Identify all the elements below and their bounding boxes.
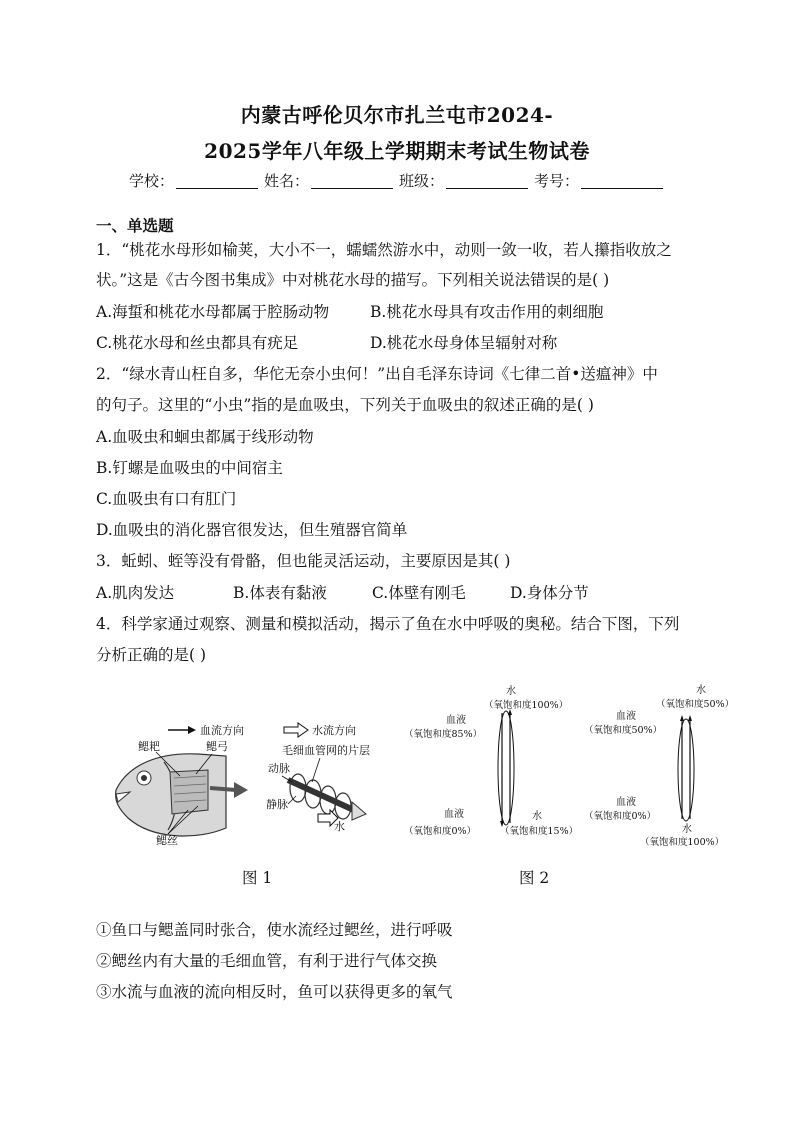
q4-statement-2: ②鳃丝内有大量的毛细血管，有利于进行气体交换 — [96, 952, 438, 970]
exam-number-label: 考号： — [534, 172, 580, 190]
left-water-bottom-sat: （氧饱和度15%） — [500, 826, 579, 837]
figure-1-caption: 图 1 — [242, 869, 273, 887]
left-blood-bottom-sat: （氧饱和度0%） — [404, 826, 477, 837]
q1-option-c: C.桃花水母和丝虫都具有疣足 — [96, 334, 299, 352]
q4-stem-line1: 4．科学家通过观察、测量和模拟活动，揭示了鱼在水中呼吸的奥秘。结合下图，下列 — [96, 615, 680, 633]
q1-option-d: D.桃花水母身体呈辐射对称 — [370, 334, 558, 352]
gill-filament-label: 鳃丝 — [156, 834, 178, 847]
right-blood-bottom-sat: （氧饱和度0%） — [584, 811, 657, 822]
countercurrent-panel — [404, 684, 578, 837]
q1-option-a: A.海蜇和桃花水母都属于腔肠动物 — [96, 303, 330, 321]
student-info-row — [125, 170, 665, 191]
vein-label: 静脉 — [266, 798, 288, 811]
water-flow-legend — [284, 723, 356, 737]
left-water-bottom-label: 水 — [532, 811, 542, 822]
gill-arch-label: 鳃弓 — [206, 740, 228, 753]
fish-head-illustration — [116, 754, 248, 836]
class-label: 班级： — [399, 172, 445, 190]
q3-option-b: B.体表有黏液 — [233, 584, 327, 602]
artery-label: 动脉 — [268, 762, 290, 775]
q2-option-c: C.血吸虫有口有肛门 — [96, 490, 237, 508]
exam-title-line1: 内蒙古呼伦贝尔市扎兰屯市2024- — [240, 103, 554, 127]
concurrent-panel — [584, 683, 734, 848]
q2-option-b: B.钉螺是血吸虫的中间宿主 — [96, 459, 283, 477]
figure-1-gill-diagram — [108, 710, 398, 860]
capillary-label: 毛细血管网的片层 — [282, 744, 370, 757]
name-blank[interactable] — [311, 174, 393, 189]
q4-stem-line2: 分析正确的是( ) — [96, 646, 207, 664]
q3-stem: 3．蚯蚓、蛭等没有骨骼，但也能灵活运动，主要原因是其( ) — [96, 552, 511, 570]
class-blank[interactable] — [446, 174, 528, 189]
right-blood-top-sat: （氧饱和度50%） — [584, 725, 663, 736]
right-water-bottom-label: 水 — [682, 824, 692, 835]
blood-flow-legend — [168, 723, 244, 737]
q4-statement-1: ①鱼口与鳃盖同时张合，使水流经过鳃丝，进行呼吸 — [96, 921, 453, 939]
q1-stem-line2: 状。”这是《古今图书集成》中对桃花水母的描写。下列相关说法错误的是( ) — [96, 271, 610, 289]
q2-stem-line2: 的句子。这里的“小虫”指的是血吸虫，下列关于血吸虫的叙述正确的是( ) — [96, 396, 594, 414]
left-blood-top-label: 血液 — [446, 715, 466, 726]
q3-option-d: D.身体分节 — [510, 584, 589, 602]
exam-number-blank[interactable] — [581, 174, 663, 189]
name-label: 姓名： — [264, 172, 310, 190]
q2-option-a: A.血吸虫和蛔虫都属于线形动物 — [96, 428, 314, 446]
q2-stem-line1: 2．“绿水青山枉自多，华佗无奈小虫何！”出自毛泽东诗词《七律二首•送瘟神》中 — [96, 365, 658, 383]
gill-filament-detail — [288, 774, 366, 826]
school-blank[interactable] — [176, 174, 258, 189]
right-water-top-sat: （氧饱和度50%） — [656, 699, 735, 710]
q2-option-d: D.血吸虫的消化器官很发达，但生殖器官简单 — [96, 521, 408, 539]
q4-statement-3: ③水流与血液的流向相反时，鱼可以获得更多的氧气 — [96, 983, 453, 1001]
right-blood-bottom-label: 血液 — [616, 797, 636, 808]
legend-blood-label: 血流方向 — [200, 724, 244, 737]
q3-option-c: C.体壁有刚毛 — [372, 584, 466, 602]
water-label: 水 — [334, 820, 345, 833]
left-water-top-sat: （氧饱和度100%） — [484, 700, 569, 711]
legend-water-label: 水流方向 — [312, 724, 356, 737]
school-label: 学校： — [129, 172, 175, 190]
figure-2-countercurrent-diagram — [404, 683, 774, 853]
section-heading: 一、单选题 — [96, 216, 174, 235]
right-water-top-label: 水 — [696, 685, 706, 696]
right-water-bottom-sat: （氧饱和度100%） — [640, 837, 725, 848]
exam-title-line2: 2025学年八年级上学期期末考试生物试卷 — [204, 139, 590, 163]
left-blood-top-sat: （氧饱和度85%） — [404, 729, 483, 740]
figure-2-caption: 图 2 — [519, 869, 550, 887]
q1-option-b: B.桃花水母具有攻击作用的刺细胞 — [370, 303, 604, 321]
right-blood-top-label: 血液 — [616, 711, 636, 722]
left-blood-bottom-label: 血液 — [444, 809, 464, 820]
q3-option-a: A.肌肉发达 — [96, 584, 175, 602]
gill-rake-label: 鳃耙 — [138, 740, 160, 753]
q1-stem-line1: 1．“桃花水母形如榆荚，大小不一，蠕蠕然游水中，动则一敛一收，若人攥指收放之 — [96, 241, 672, 259]
left-water-top-label: 水 — [506, 686, 516, 697]
